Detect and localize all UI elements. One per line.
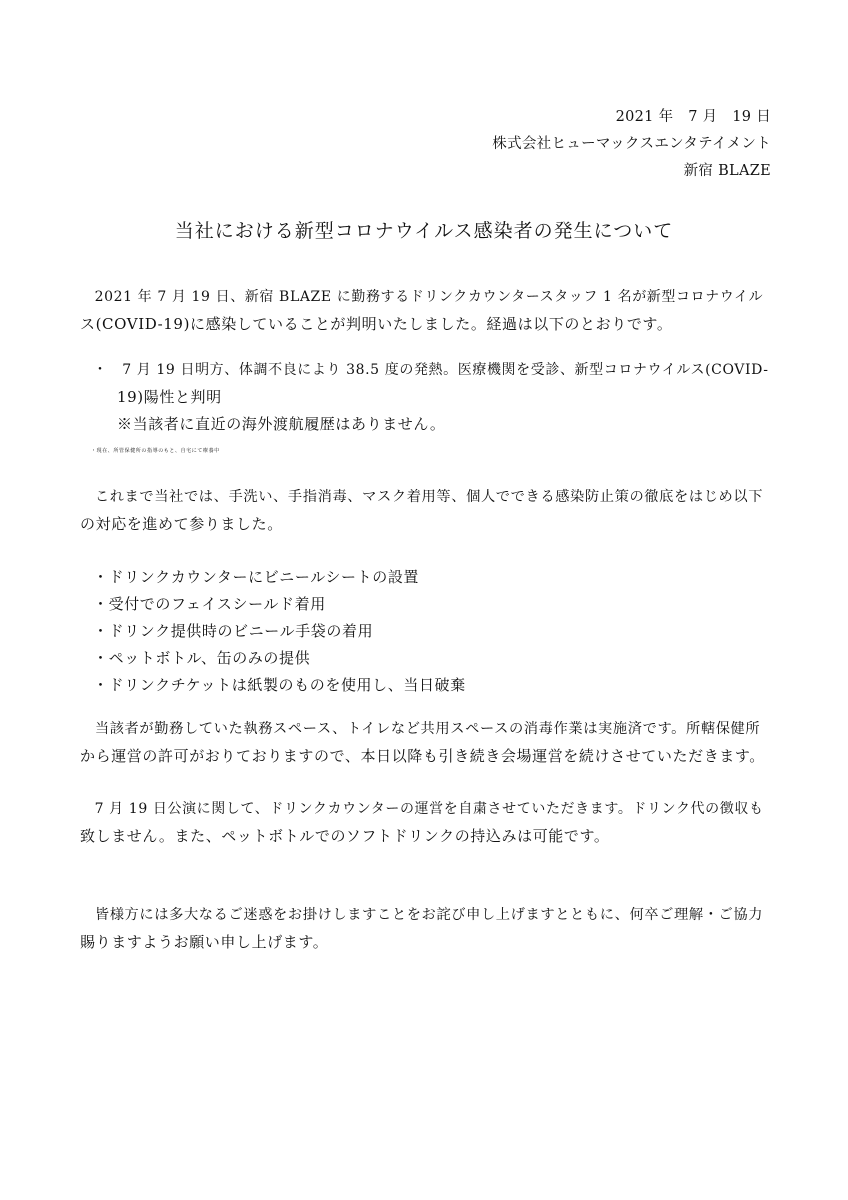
intro-line-2: ス(COVID-19)に感染していることが判明いたしました。経過は以下のとおりです。 bbox=[80, 315, 673, 333]
event-notice-paragraph bbox=[80, 796, 770, 850]
closing-line-1: 皆様方には多大なるご迷惑をお掛けしますことをお詫び申し上げますとともに、何卒ご理解・ご協力 bbox=[80, 907, 764, 923]
disinfection-paragraph bbox=[80, 716, 770, 770]
measure-item: ・ドリンクカウンターにビニールシートの設置 bbox=[93, 568, 420, 586]
progress-item-2: ・現在、所管保健所の指導のもと、自宅にて療養中 bbox=[91, 448, 220, 454]
measures-intro-line-2: の対応を進めて参りました。 bbox=[80, 515, 283, 533]
date: 2021 年 7 月 19 日 bbox=[615, 109, 771, 125]
closing-paragraph bbox=[80, 902, 770, 956]
document-title: 当社における新型コロナウイルス感染者の発生について bbox=[174, 220, 674, 242]
measure-item: ・ペットボトル、缶のみの提供 bbox=[93, 649, 311, 667]
venue-name: 新宿 BLAZE bbox=[683, 163, 771, 179]
measures-list bbox=[93, 564, 773, 699]
disinfection-line-1: 当該者が勤務していた執務スペース、トイレなど共用スペースの消毒作業は実施済です。所轄保健所 bbox=[80, 721, 761, 737]
measures-intro-paragraph bbox=[80, 484, 770, 538]
event-notice-line-2: 致しません。また、ペットボトルでのソフトドリンクの持込みは可能です。 bbox=[80, 827, 610, 845]
document-header bbox=[492, 104, 771, 185]
measure-item: ・ドリンクチケットは紙製のものを使用し、当日破棄 bbox=[93, 676, 466, 694]
event-notice-line-1: 7 月 19 日公演に関して、ドリンクカウンターの運営を自粛させていただきます。ドリンク代の徴収も bbox=[80, 801, 764, 817]
disinfection-line-2: から運営の許可がおりておりますので、本日以降も引き続き会場運営を続けさせていただきます。 bbox=[80, 747, 765, 765]
progress-item-1-line-1: ・ 7 月 19 日明方、体調不良により 38.5 度の発熱。医療機関を受診、新型コロナウイルス(COVID- bbox=[93, 362, 769, 378]
intro-line-1: 2021 年 7 月 19 日、新宿 BLAZE に勤務するドリンクカウンタースタッフ 1 名が新型コロナウイル bbox=[80, 289, 764, 305]
company-name: 株式会社ヒューマックスエンタテイメント bbox=[492, 136, 771, 152]
progress-list bbox=[93, 357, 773, 465]
closing-line-2: 賜りますようお願い申し上げます。 bbox=[80, 933, 329, 951]
measure-item: ・ドリンク提供時のビニール手袋の着用 bbox=[93, 622, 374, 640]
measure-item: ・受付でのフェイスシールド着用 bbox=[93, 595, 326, 613]
measures-intro-line-1: これまで当社では、手洗い、手指消毒、マスク着用等、個人でできる感染防止策の徹底をはじめ以下 bbox=[80, 489, 764, 505]
progress-item-1-line-2: 19)陽性と判明 bbox=[117, 388, 222, 406]
progress-note: ※当該者に直近の海外渡航履歴はありません。 bbox=[117, 415, 446, 433]
intro-paragraph bbox=[80, 284, 770, 338]
